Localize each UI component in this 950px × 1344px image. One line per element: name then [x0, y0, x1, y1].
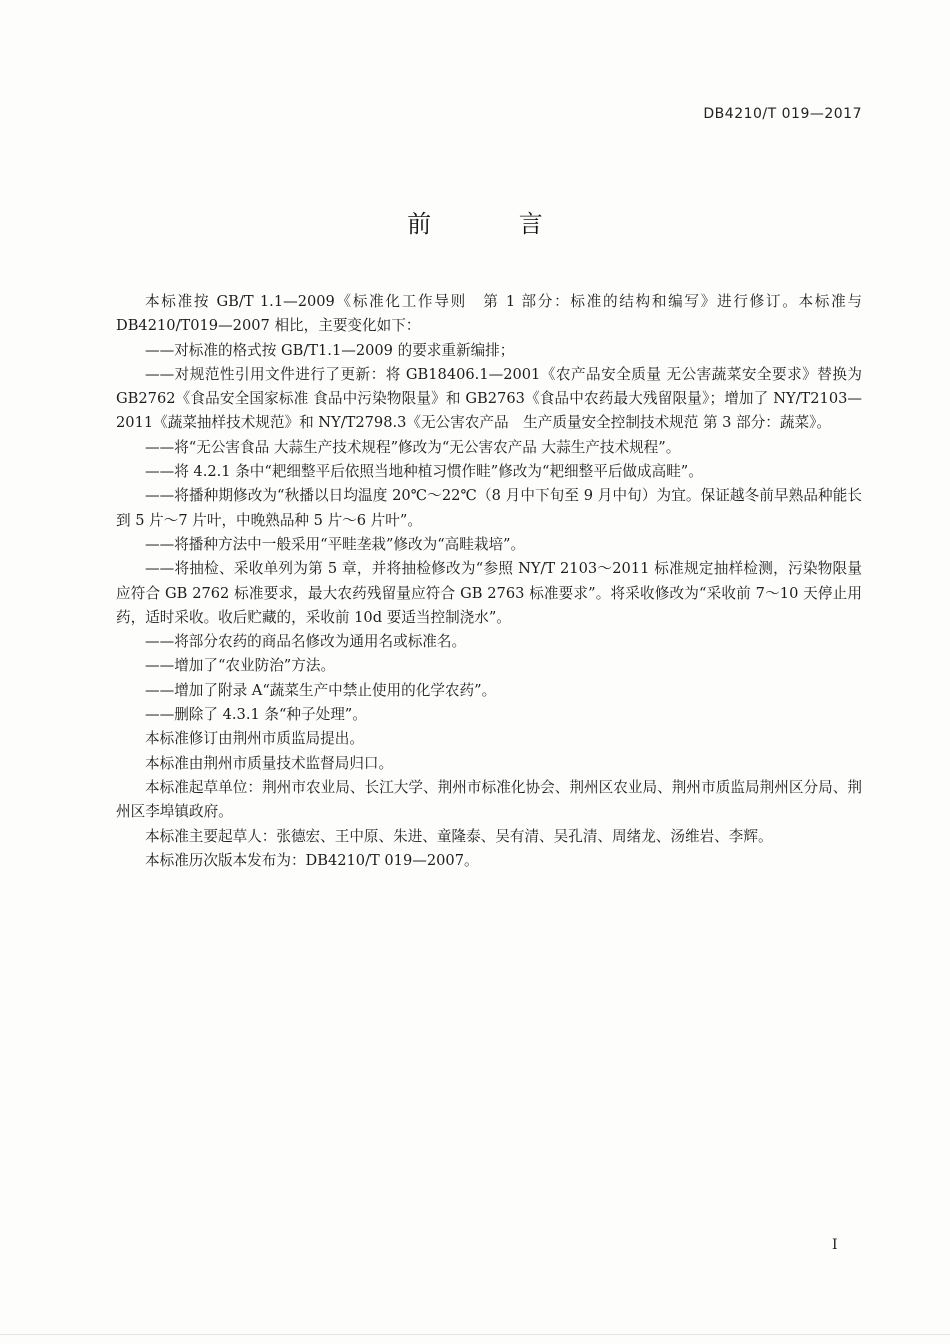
paragraph: ——对规范性引用文件进行了更新：将 GB18406.1—2001《农产品安全质量 无公害蔬菜安全要求》替换为 GB2762《食品安全国家标准 食品中污染物限量》和 GB2763《食品中农药最大残留限量》；增加了 NY/T2103—2011《蔬菜抽样技术规范》和 NY/T2798.3《无公害农产品 生产质量安全控制技术规范 第 3 部分：蔬菜》。: [116, 365, 862, 432]
paragraph: ——将播种方法中一般采用“平畦垄栽”修改为“高畦栽培”。: [145, 535, 526, 553]
paragraph: 本标准按 GB/T 1.1—2009《标准化工作导则 第 1 部分：标准的结构和编写》进行修订。本标准与 DB4210/T019—2007 相比，主要变化如下：: [116, 293, 862, 335]
paragraph: ——删除了 4.3.1 条“种子处理”。: [145, 706, 367, 724]
paragraph: ——增加了附录 A“蔬菜生产中禁止使用的化学农药”。: [145, 681, 497, 699]
document-code: DB4210/T 019—2017: [703, 106, 862, 122]
scan-edge-divider: [0, 1334, 950, 1335]
paragraph: 本标准由荆州市质量技术监督局归口。: [145, 754, 394, 772]
page-title: 前 言: [407, 210, 583, 238]
foreword-body: [116, 290, 862, 873]
paragraph: ——增加了“农业防治”方法。: [145, 657, 336, 675]
paragraph: 本标准修订由荆州市质监局提出。: [145, 730, 364, 748]
paragraph: 本标准主要起草人：张德宏、王中原、朱进、童隆泰、吴有清、吴孔清、周绪龙、汤维岩、李辉。: [145, 827, 773, 845]
paragraph: ——对标准的格式按 GB/T1.1—2009 的要求重新编排；: [145, 341, 515, 359]
paragraph: ——将抽检、采收单列为第 5 章，并将抽检修改为“参照 NY/T 2103～2011 标准规定抽样检测，污染物限量应符合 GB 2762 标准要求，最大农药残留量应符合 GB 2763 标准要求”。将采收修改为“采收前 7～10 天停止用药，适时采收。收后贮藏的，采收前 10d 要适当控制浇水”。: [116, 560, 862, 626]
paragraph: ——将部分农药的商品名修改为通用名或标准名。: [145, 633, 467, 651]
page-number: I: [832, 1237, 838, 1253]
paragraph: ——将“无公害食品 大蒜生产技术规程”修改为“无公害农产品 大蒜生产技术规程”。: [145, 438, 681, 456]
paragraph: 本标准起草单位：荆州市农业局、长江大学、荆州市标准化协会、荆州区农业局、荆州市质监局荆州区分局、荆州区李埠镇政府。: [116, 778, 862, 821]
paragraph: 本标准历次版本发布为：DB4210/T 019—2007。: [145, 851, 479, 869]
paragraph: ——将播种期修改为“秋播以日均温度 20℃～22℃（8 月中下旬至 9 月中旬）为宜。保证越冬前早熟品种能长到 5 片～7 片叶，中晚熟品种 5 片～6 片叶”。: [116, 487, 862, 529]
paragraph: ——将 4.2.1 条中“耙细整平后依照当地种植习惯作畦”修改为“耙细整平后做成高畦”。: [145, 463, 703, 481]
